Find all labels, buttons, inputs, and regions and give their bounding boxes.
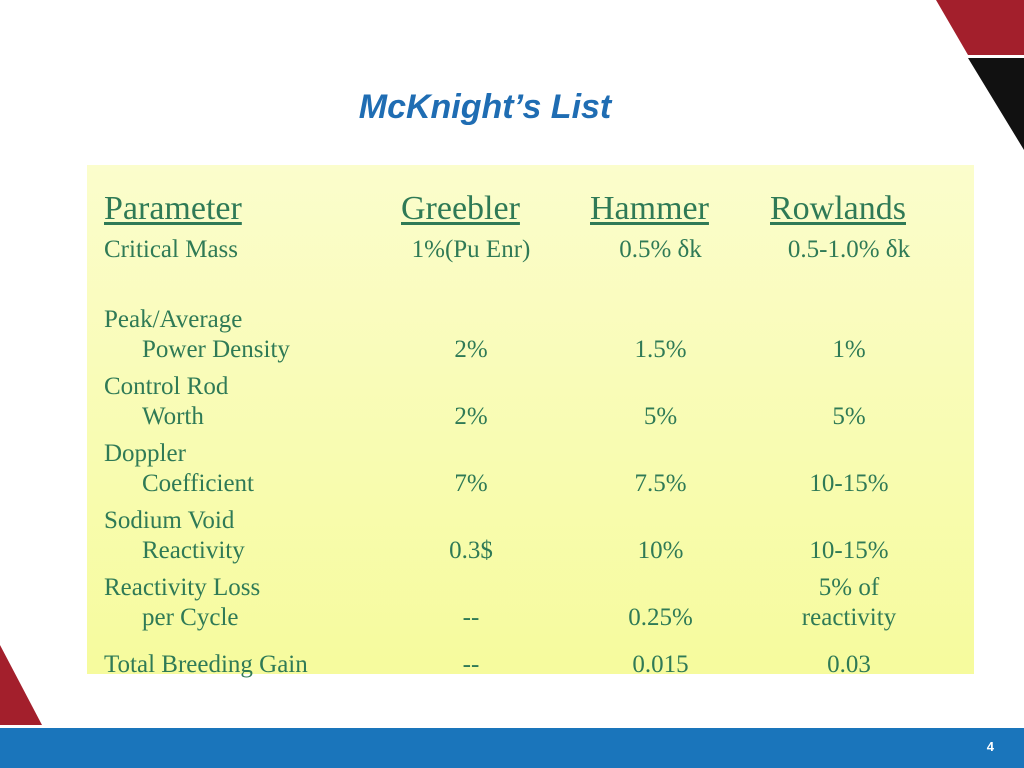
cell-line: 10-15%	[809, 470, 889, 497]
cell-line: Doppler	[104, 440, 186, 467]
cell-param	[104, 506, 245, 566]
cell-rowlands	[769, 235, 929, 265]
cell-hammer	[589, 469, 732, 499]
cell-param	[104, 372, 228, 432]
table-row	[104, 439, 964, 506]
cell-hammer	[589, 650, 732, 680]
cell-line: 10%	[637, 537, 684, 564]
cell-line: 7%	[454, 470, 488, 497]
table-row	[104, 506, 964, 573]
page-number: 4	[986, 739, 994, 754]
cell-line: 1%	[832, 336, 866, 363]
table-row	[104, 650, 964, 687]
comparison-table	[104, 190, 964, 678]
table-row	[104, 235, 964, 272]
cell-greebler	[401, 536, 541, 566]
header-parameter: Parameter	[104, 190, 242, 227]
cell-line: 7.5%	[634, 470, 687, 497]
cell-line: reactivity	[801, 604, 897, 631]
cell-greebler	[401, 650, 541, 680]
cell-line: 0.5% δk	[619, 236, 702, 263]
cell-line: Power Density	[142, 336, 290, 363]
cell-line: Worth	[142, 403, 204, 430]
cell-line: 0.5-1.0% δk	[787, 236, 911, 263]
cell-param	[104, 305, 290, 365]
table-row	[104, 573, 964, 640]
cell-line: 10-15%	[809, 537, 889, 564]
cell-hammer	[589, 235, 732, 265]
cell-line: 1.5%	[634, 336, 687, 363]
cell-param	[104, 235, 238, 265]
cell-line: Peak/Average	[104, 306, 243, 333]
cell-line: 5% of	[818, 574, 880, 601]
cell-line: Reactivity Loss	[104, 574, 261, 601]
cell-param	[104, 573, 260, 633]
cell-rowlands	[769, 573, 929, 633]
cell-rowlands	[769, 469, 929, 499]
cell-rowlands	[769, 536, 929, 566]
table-row	[104, 305, 964, 372]
cell-param	[104, 650, 308, 680]
cell-greebler	[401, 469, 541, 499]
cell-line: 5%	[643, 403, 678, 430]
cell-line: Critical Mass	[104, 236, 239, 263]
cell-hammer	[589, 335, 732, 365]
header-greebler: Greebler	[401, 190, 520, 227]
cell-line: Sodium Void	[104, 507, 235, 534]
cell-line: 2%	[454, 336, 488, 363]
cell-hammer	[589, 536, 732, 566]
cell-line: 5%	[832, 403, 866, 430]
cell-param	[104, 439, 254, 499]
cell-line: Total Breeding Gain	[104, 651, 308, 678]
table-header-row	[104, 190, 964, 232]
cell-line: 0.3$	[449, 537, 493, 564]
cell-line: --	[462, 604, 480, 631]
cell-line: Control Rod	[104, 373, 229, 400]
cell-rowlands	[769, 650, 929, 680]
header-hammer: Hammer	[590, 190, 709, 227]
cell-greebler	[401, 235, 541, 265]
cell-line: 0.03	[827, 651, 871, 678]
header-rowlands: Rowlands	[770, 190, 906, 227]
cell-line: --	[462, 651, 480, 678]
corner-stripes-top-right	[936, 0, 1024, 150]
cell-line: per Cycle	[142, 604, 239, 631]
cell-line: 0.015	[632, 651, 689, 678]
cell-rowlands	[769, 335, 929, 365]
cell-line: Reactivity	[142, 537, 245, 564]
table-panel	[87, 165, 974, 678]
cell-line: 2%	[454, 403, 488, 430]
cell-greebler	[401, 603, 541, 633]
cell-hammer	[589, 402, 732, 432]
cell-line: 0.25%	[628, 604, 693, 631]
slide-title: McKnight’s List	[358, 88, 612, 126]
cell-greebler	[401, 335, 541, 365]
cell-rowlands	[769, 402, 929, 432]
cell-hammer	[589, 603, 732, 633]
table-row	[104, 372, 964, 439]
cell-line: Coefficient	[142, 470, 254, 497]
cell-line: 1%(Pu Enr)	[411, 236, 531, 263]
cell-greebler	[401, 402, 541, 432]
footer-bar	[0, 728, 1024, 768]
